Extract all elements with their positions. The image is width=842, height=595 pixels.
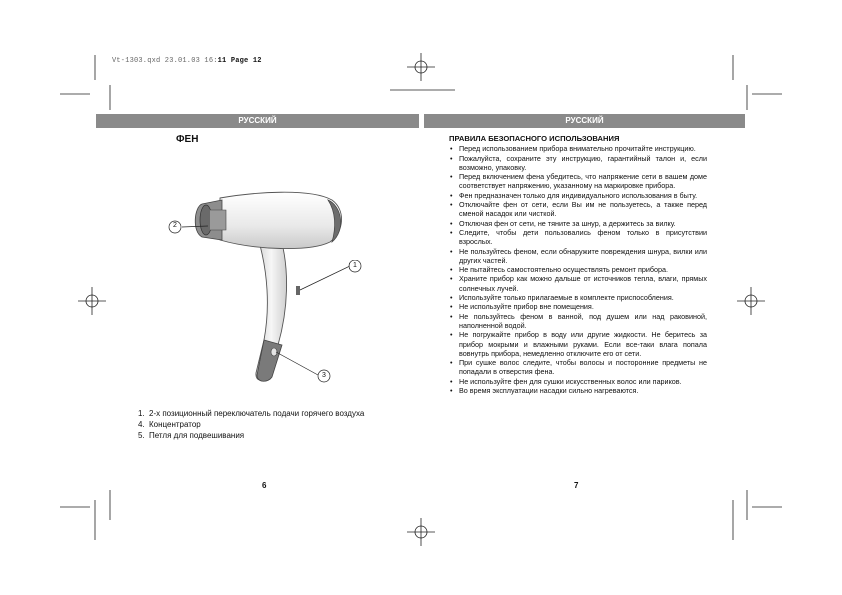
legend-number: 5.	[138, 431, 145, 440]
legend-item	[138, 419, 398, 430]
safety-rule-item: • Не пытайтесь самостоятельно осуществлять ремонт прибора.	[449, 265, 707, 274]
safety-rule-item: • Храните прибор как можно дальше от источников тепла, влаги, прямых солнечных лучей.	[449, 274, 707, 293]
safety-rule-item: • Перед использованием прибора внимательно прочитайте инструкцию.	[449, 144, 707, 153]
safety-rule-item: • Не пользуйтесь феном в ванной, под душем или над раковиной, наполненной водой.	[449, 312, 707, 331]
safety-rule-item: • Пожалуйста, сохраните эту инструкцию, гарантийный талон и, если возможно, упаковку.	[449, 154, 707, 173]
safety-rules-title: ПРАВИЛА БЕЗОПАСНОГО ИСПОЛЬЗОВАНИЯ	[449, 134, 620, 143]
right-language-header: РУССКИЙ	[424, 114, 745, 128]
callout-1-circle	[349, 260, 363, 274]
safety-rule-item: • Перед включением фена убедитесь, что напряжение сети в вашем доме соответствует напряжению, указанному на маркировке прибора.	[449, 172, 707, 191]
file-slug-text: Vt-1303.qxd 23.01.03 16:	[112, 57, 218, 65]
safety-rule-item: • Не погружайте прибор в воду или другие жидкости. Не беритесь за прибор мокрыми и влажными руками. Если все-таки влага попала вовнутрь прибора, немедленно отключите его от сети.	[449, 330, 707, 358]
safety-rule-item: • Не пользуйтесь феном, если обнаружите повреждения шнура, вилки или других частей.	[449, 247, 707, 266]
registration-mark-bottom	[407, 518, 435, 546]
safety-rule-item: • Отключайте фен от сети, если Вы им не пользуетесь, а также перед сменой насадок или чисткой.	[449, 200, 707, 219]
safety-rule-item: • При сушке волос следите, чтобы волосы и посторонние предметы не попадали в отверстия фена.	[449, 358, 707, 377]
legend-number: 4.	[138, 420, 145, 429]
legend-text: 2-х позиционный переключатель подачи горячего воздуха	[149, 409, 365, 418]
legend-text: Петля для подвешивания	[149, 431, 245, 440]
registration-mark-left	[78, 287, 106, 315]
legend-number: 1.	[138, 409, 145, 418]
safety-rule-item: • Не используйте прибор вне помещения.	[449, 302, 707, 311]
safety-rule-item: • Используйте только прилагаемые в комплекте приспособления.	[449, 293, 707, 302]
safety-rules	[449, 134, 707, 395]
legend-text: Концентратор	[149, 420, 201, 429]
product-title: ФЕН	[176, 134, 199, 145]
callout-3-label: 3	[322, 372, 326, 379]
file-slug	[112, 57, 262, 65]
callout-2-label: 2	[173, 222, 177, 229]
parts-legend	[138, 408, 398, 441]
left-language-header: РУССКИЙ	[96, 114, 419, 128]
legend-item	[138, 430, 398, 441]
file-slug-page: 11 Page 12	[217, 57, 262, 65]
safety-rule-item: • Отключая фен от сети, не тяните за шнур, а держитесь за вилку.	[449, 219, 707, 228]
registration-mark-top	[407, 53, 435, 81]
hair-dryer-illustration	[160, 180, 350, 390]
registration-mark-right	[737, 287, 765, 315]
callout-1-label: 1	[353, 262, 357, 269]
safety-rule-item: • Во время эксплуатации насадки сильно нагреваются.	[449, 386, 707, 395]
safety-rule-item: • Следите, чтобы дети пользовались феном только в присутствии взрослых.	[449, 228, 707, 247]
safety-rules-list	[449, 144, 707, 395]
safety-rule-item: • Фен предназначен только для индивидуального использования в быту.	[449, 191, 707, 200]
right-page-number: 7	[574, 481, 579, 490]
safety-rule-item: • Не используйте фен для сушки искусственных волос или париков.	[449, 377, 707, 386]
left-page-number: 6	[262, 481, 267, 490]
legend-item	[138, 408, 398, 419]
